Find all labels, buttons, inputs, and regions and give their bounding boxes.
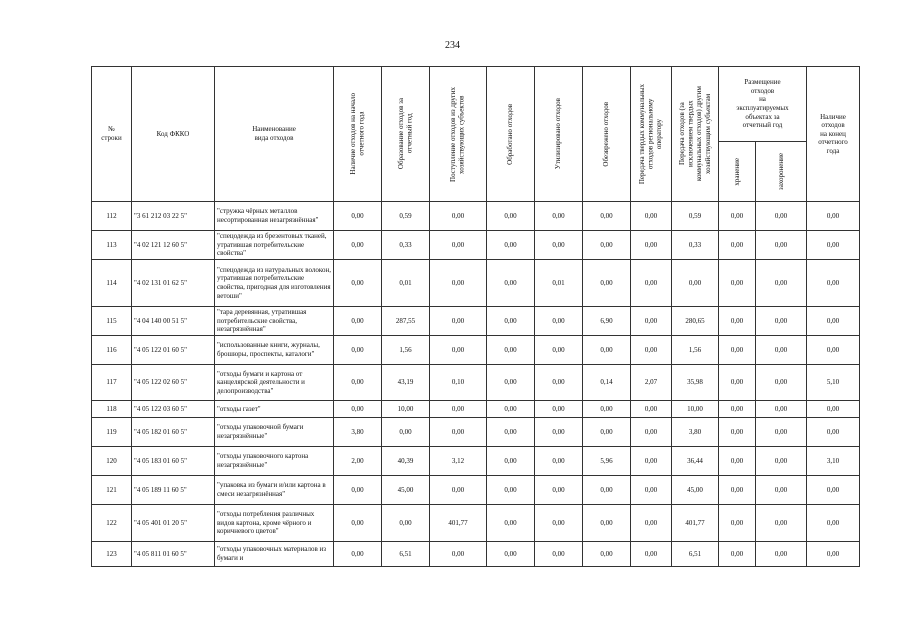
- cell-value: 287,55: [382, 307, 430, 336]
- cell-row-no: 122: [92, 505, 132, 542]
- cell-value: 0,00: [487, 307, 535, 336]
- cell-waste-name: "упаковка из бумаги и/или картона в смеси незагрязнённая": [215, 476, 334, 505]
- cell-value: 36,44: [672, 447, 719, 476]
- cell-value: 0,00: [334, 260, 382, 307]
- header-start: Наличие отходов на начало отчетного года: [334, 67, 382, 202]
- cell-fkko-code: "4 04 140 00 51 5": [132, 307, 215, 336]
- cell-value: 5,96: [583, 447, 631, 476]
- cell-fkko-code: "4 05 189 11 60 5": [132, 476, 215, 505]
- cell-value: 1,56: [382, 336, 430, 365]
- cell-waste-name: "отходы бумаги и картона от канцелярской деятельности и делопроизводства": [215, 365, 334, 401]
- cell-waste-name: "отходы упаковочных материалов из бумаги и: [215, 542, 334, 567]
- cell-value: 0,00: [382, 418, 430, 447]
- cell-value: 0,00: [382, 505, 430, 542]
- table-row: [92, 365, 860, 401]
- cell-value: 0,00: [719, 336, 756, 365]
- table-row: [92, 231, 860, 260]
- cell-value: 0,00: [583, 202, 631, 231]
- cell-value: 0,00: [807, 476, 860, 505]
- cell-value: 0,00: [807, 401, 860, 418]
- cell-value: 0,00: [756, 418, 807, 447]
- header-processed: Обработано отходов: [487, 67, 535, 202]
- cell-value: 0,00: [583, 336, 631, 365]
- cell-row-no: 123: [92, 542, 132, 567]
- cell-value: 0,00: [631, 401, 672, 418]
- cell-value: 3,80: [672, 418, 719, 447]
- cell-value: 0,00: [719, 401, 756, 418]
- cell-value: 0,00: [631, 307, 672, 336]
- cell-value: 0,00: [756, 202, 807, 231]
- cell-value: 0,00: [487, 542, 535, 567]
- cell-value: 0,00: [535, 418, 583, 447]
- cell-value: 0,00: [807, 307, 860, 336]
- cell-waste-name: "спецодежда из натуральных волокон, утратившая потребительские свойства, пригодная для изготовления ветоши": [215, 260, 334, 307]
- cell-row-no: 120: [92, 447, 132, 476]
- cell-value: 0,00: [430, 336, 487, 365]
- cell-value: 0,00: [756, 447, 807, 476]
- cell-value: 0,00: [719, 260, 756, 307]
- cell-value: 6,90: [583, 307, 631, 336]
- cell-value: 0,00: [807, 542, 860, 567]
- cell-value: 0,00: [535, 365, 583, 401]
- page-number: 234: [445, 40, 460, 51]
- cell-value: 0,00: [583, 418, 631, 447]
- table-row: [92, 505, 860, 542]
- cell-row-no: 121: [92, 476, 132, 505]
- table-row: [92, 476, 860, 505]
- cell-value: 43,19: [382, 365, 430, 401]
- cell-value: 0,00: [583, 505, 631, 542]
- cell-value: 0,00: [719, 447, 756, 476]
- cell-value: 0,00: [807, 260, 860, 307]
- cell-value: 0,00: [430, 542, 487, 567]
- cell-fkko-code: "4 05 401 01 20 5": [132, 505, 215, 542]
- cell-value: 0,00: [535, 447, 583, 476]
- cell-waste-name: "отходы потребления различных видов картона, кроме чёрного и коричневого цветов": [215, 505, 334, 542]
- cell-value: 0,00: [334, 476, 382, 505]
- cell-value: 0,59: [382, 202, 430, 231]
- cell-value: 0,00: [430, 418, 487, 447]
- cell-value: 0,00: [535, 231, 583, 260]
- cell-value: 3,80: [334, 418, 382, 447]
- cell-value: 2,07: [631, 365, 672, 401]
- header-utilized: Утилизировано отходов: [535, 67, 583, 202]
- cell-value: 0,33: [672, 231, 719, 260]
- cell-value: 0,00: [756, 365, 807, 401]
- cell-value: 0,00: [430, 307, 487, 336]
- header-transfer-regional: Передача твердых коммунальных отходов региональному оператору: [631, 67, 672, 202]
- cell-waste-name: "спецодежда из брезентовых тканей, утратившая потребительские свойства": [215, 231, 334, 260]
- cell-value: 0,00: [719, 476, 756, 505]
- header-burial: захоронение: [756, 142, 807, 202]
- cell-value: 35,98: [672, 365, 719, 401]
- header-transfer-other: Передача отходов (за исключением твердых коммунальных отходов) другим хозяйствующим субъектам: [672, 67, 719, 202]
- cell-value: 0,00: [756, 307, 807, 336]
- cell-value: 0,00: [807, 202, 860, 231]
- table-row: [92, 418, 860, 447]
- cell-value: 0,00: [631, 542, 672, 567]
- cell-value: 0,00: [535, 542, 583, 567]
- cell-value: 45,00: [382, 476, 430, 505]
- cell-value: 2,00: [334, 447, 382, 476]
- cell-value: 401,77: [430, 505, 487, 542]
- header-placement: Размещение отходов на эксплуатируемых объектах за отчетный год: [719, 67, 807, 142]
- cell-fkko-code: "4 05 182 01 60 5": [132, 418, 215, 447]
- cell-value: 280,65: [672, 307, 719, 336]
- cell-value: 0,00: [631, 447, 672, 476]
- table-row: [92, 401, 860, 418]
- cell-value: 0,00: [756, 505, 807, 542]
- cell-value: 0,00: [334, 231, 382, 260]
- cell-value: 0,00: [756, 336, 807, 365]
- table-row: [92, 202, 860, 231]
- cell-value: 3,12: [430, 447, 487, 476]
- cell-value: 0,00: [334, 542, 382, 567]
- cell-waste-name: "отходы упаковочной бумаги незагрязнённые": [215, 418, 334, 447]
- header-name: Наименование вида отходов: [215, 67, 334, 202]
- cell-value: 0,00: [631, 505, 672, 542]
- cell-value: 0,00: [719, 307, 756, 336]
- cell-value: 0,00: [535, 202, 583, 231]
- cell-value: 0,00: [631, 336, 672, 365]
- cell-value: 3,10: [807, 447, 860, 476]
- cell-value: 0,00: [756, 401, 807, 418]
- cell-row-no: 117: [92, 365, 132, 401]
- cell-value: 0,00: [487, 231, 535, 260]
- cell-row-no: 116: [92, 336, 132, 365]
- cell-value: 0,00: [756, 231, 807, 260]
- header-end: Наличие отходов на конец отчетного года: [807, 67, 860, 202]
- cell-fkko-code: "4 05 122 01 60 5": [132, 336, 215, 365]
- cell-value: 0,00: [334, 336, 382, 365]
- cell-row-no: 114: [92, 260, 132, 307]
- cell-value: 1,56: [672, 336, 719, 365]
- cell-value: 0,00: [583, 476, 631, 505]
- cell-value: 0,00: [756, 260, 807, 307]
- cell-value: 0,00: [430, 401, 487, 418]
- header-formed: Образование отходов за отчетный год: [382, 67, 430, 202]
- cell-fkko-code: "4 05 183 01 60 5": [132, 447, 215, 476]
- cell-fkko-code: "4 05 122 02 60 5": [132, 365, 215, 401]
- waste-table: [91, 66, 860, 567]
- table-row: [92, 542, 860, 567]
- cell-value: 0,00: [487, 447, 535, 476]
- cell-value: 0,00: [583, 260, 631, 307]
- cell-value: 0,00: [719, 202, 756, 231]
- cell-value: 0,00: [631, 476, 672, 505]
- cell-value: 0,00: [487, 418, 535, 447]
- cell-value: 0,00: [487, 401, 535, 418]
- cell-fkko-code: "4 05 122 03 60 5": [132, 401, 215, 418]
- cell-value: 0,00: [487, 260, 535, 307]
- cell-value: 0,00: [719, 505, 756, 542]
- table-row: [92, 307, 860, 336]
- cell-waste-name: "отходы упаковочного картона незагрязнённые": [215, 447, 334, 476]
- cell-value: 0,00: [535, 476, 583, 505]
- cell-waste-name: "стружка чёрных металлов несортированная незагрязнённая": [215, 202, 334, 231]
- cell-value: 0,00: [430, 231, 487, 260]
- cell-row-no: 115: [92, 307, 132, 336]
- cell-value: 0,00: [535, 401, 583, 418]
- header-fkko: Код ФККО: [132, 67, 215, 202]
- cell-value: 0,10: [430, 365, 487, 401]
- cell-value: 0,00: [334, 307, 382, 336]
- header-row-no: № строки: [92, 67, 132, 202]
- cell-value: 0,00: [719, 542, 756, 567]
- cell-row-no: 113: [92, 231, 132, 260]
- cell-value: 0,00: [631, 202, 672, 231]
- cell-value: 0,00: [487, 202, 535, 231]
- cell-value: 0,00: [756, 476, 807, 505]
- cell-value: 5,10: [807, 365, 860, 401]
- header-received: Поступление отходов из других хозяйствующих субъектов: [430, 67, 487, 202]
- cell-value: 6,51: [382, 542, 430, 567]
- cell-value: 0,00: [334, 202, 382, 231]
- cell-row-no: 118: [92, 401, 132, 418]
- cell-value: 0,00: [535, 336, 583, 365]
- cell-fkko-code: "3 61 212 03 22 5": [132, 202, 215, 231]
- cell-value: 0,00: [487, 505, 535, 542]
- cell-value: 0,00: [430, 476, 487, 505]
- cell-value: 10,00: [382, 401, 430, 418]
- cell-value: 0,00: [631, 231, 672, 260]
- cell-value: 0,00: [487, 476, 535, 505]
- cell-fkko-code: "4 05 811 01 60 5": [132, 542, 215, 567]
- cell-value: 0,00: [756, 542, 807, 567]
- cell-value: 0,00: [807, 505, 860, 542]
- cell-value: 0,00: [807, 336, 860, 365]
- cell-value: 0,01: [535, 260, 583, 307]
- cell-value: 0,00: [719, 418, 756, 447]
- cell-value: 0,00: [535, 307, 583, 336]
- cell-waste-name: "использованные книги, журналы, брошюры, проспекты, каталоги": [215, 336, 334, 365]
- table-row: [92, 447, 860, 476]
- cell-value: 0,00: [807, 231, 860, 260]
- cell-value: 0,00: [334, 365, 382, 401]
- cell-waste-name: "отходы газет": [215, 401, 334, 418]
- cell-value: 0,01: [382, 260, 430, 307]
- cell-value: 0,00: [334, 401, 382, 418]
- cell-value: 0,00: [631, 418, 672, 447]
- cell-value: 0,00: [583, 231, 631, 260]
- table-row: [92, 336, 860, 365]
- cell-value: 0,59: [672, 202, 719, 231]
- cell-value: 0,00: [487, 365, 535, 401]
- cell-value: 0,00: [430, 202, 487, 231]
- cell-value: 0,00: [807, 418, 860, 447]
- table-body: [92, 202, 860, 567]
- header-neutralized: Обезврежено отходов: [583, 67, 631, 202]
- cell-value: 45,00: [672, 476, 719, 505]
- table-row: [92, 260, 860, 307]
- cell-value: 0,00: [631, 260, 672, 307]
- cell-value: 6,51: [672, 542, 719, 567]
- cell-value: 0,00: [719, 231, 756, 260]
- cell-fkko-code: "4 02 131 01 62 5": [132, 260, 215, 307]
- cell-value: 0,00: [487, 336, 535, 365]
- cell-row-no: 119: [92, 418, 132, 447]
- cell-value: 0,00: [672, 260, 719, 307]
- cell-value: 0,00: [719, 365, 756, 401]
- cell-value: 0,00: [583, 401, 631, 418]
- cell-fkko-code: "4 02 121 12 60 5": [132, 231, 215, 260]
- cell-value: 0,00: [334, 505, 382, 542]
- cell-value: 0,00: [583, 542, 631, 567]
- cell-value: 0,00: [535, 505, 583, 542]
- cell-value: 10,00: [672, 401, 719, 418]
- cell-value: 0,14: [583, 365, 631, 401]
- cell-value: 401,77: [672, 505, 719, 542]
- cell-waste-name: "тара деревянная, утратившая потребительские свойства, незагрязнённая": [215, 307, 334, 336]
- header-storage: хранение: [719, 142, 756, 202]
- cell-row-no: 112: [92, 202, 132, 231]
- cell-value: 0,00: [430, 260, 487, 307]
- cell-value: 0,33: [382, 231, 430, 260]
- cell-value: 40,39: [382, 447, 430, 476]
